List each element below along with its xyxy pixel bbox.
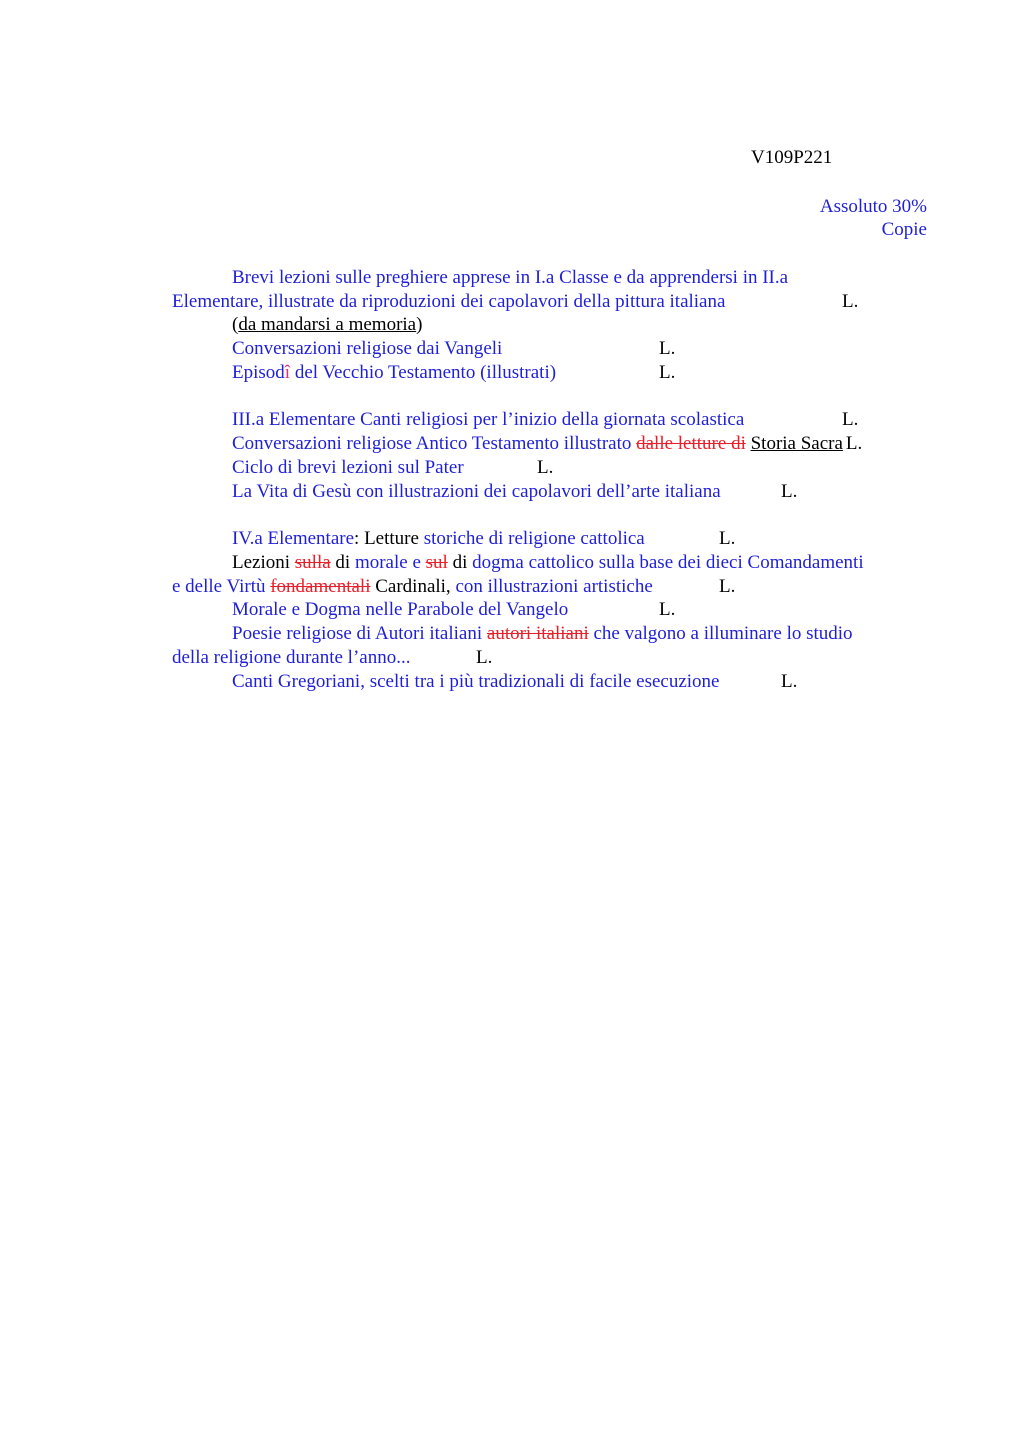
line-elementare-illustrate: Elementare, illustrate da riproduzioni dei capolavori della pittura italiana xyxy=(172,291,726,312)
line-lezioni-morale: Lezioni sulla di morale e sul di dogma cattolico sulla base dei dieci Comandamenti xyxy=(232,552,864,573)
price-marker: L. xyxy=(537,457,554,478)
line-conversazioni-vangeli: Conversazioni religiose dai Vangeli xyxy=(232,338,503,359)
price-marker: L. xyxy=(719,576,736,597)
line-iv-elementare: IV.a Elementare: Letture storiche di religione cattolica xyxy=(232,528,645,549)
price-marker: L. xyxy=(659,599,676,620)
line-poesie-religiose: Poesie religiose di Autori italiani autori italiani che valgono a illuminare lo studio xyxy=(232,623,853,644)
line-morale-dogma: Morale e Dogma nelle Parabole del Vangelo xyxy=(232,599,569,620)
copie-label: Copie xyxy=(881,219,927,240)
line-brevi-lezioni: Brevi lezioni sulle preghiere apprese in I.a Classe e da apprendersi in II.a xyxy=(232,267,789,288)
line-iii-elementare: III.a Elementare Canti religiosi per l’inizio della giornata scolastica xyxy=(232,409,745,430)
price-marker: L. xyxy=(781,671,798,692)
line-da-mandarsi: (da mandarsi a memoria) xyxy=(232,314,423,335)
price-marker: L. xyxy=(476,647,493,668)
price-marker: L. xyxy=(781,481,798,502)
line-episodi: Episodî del Vecchio Testamento (illustrati) xyxy=(232,362,557,383)
price-marker: L. xyxy=(659,338,676,359)
price-marker: L. xyxy=(842,291,859,312)
price-marker: L. xyxy=(659,362,676,383)
document-code: V109P221 xyxy=(751,147,833,168)
line-religione-anno: della religione durante l’anno... xyxy=(172,647,411,668)
price-marker: L. xyxy=(719,528,736,549)
line-vita-gesu: La Vita di Gesù con illustrazioni dei capolavori dell’arte italiana xyxy=(232,481,721,502)
price-marker: L. xyxy=(842,409,859,430)
line-conversazioni-antico: Conversazioni religiose Antico Testamento illustrato dalle letture di Storia Sacra L. xyxy=(232,433,863,454)
line-canti-gregoriani: Canti Gregoriani, scelti tra i più tradizionali di facile esecuzione xyxy=(232,671,720,692)
assoluto-label: Assoluto 30% xyxy=(819,196,927,217)
line-ciclo-pater: Ciclo di brevi lezioni sul Pater xyxy=(232,457,464,478)
line-virtu-cardinali: e delle Virtù fondamentali Cardinali, con illustrazioni artistiche xyxy=(172,576,653,597)
